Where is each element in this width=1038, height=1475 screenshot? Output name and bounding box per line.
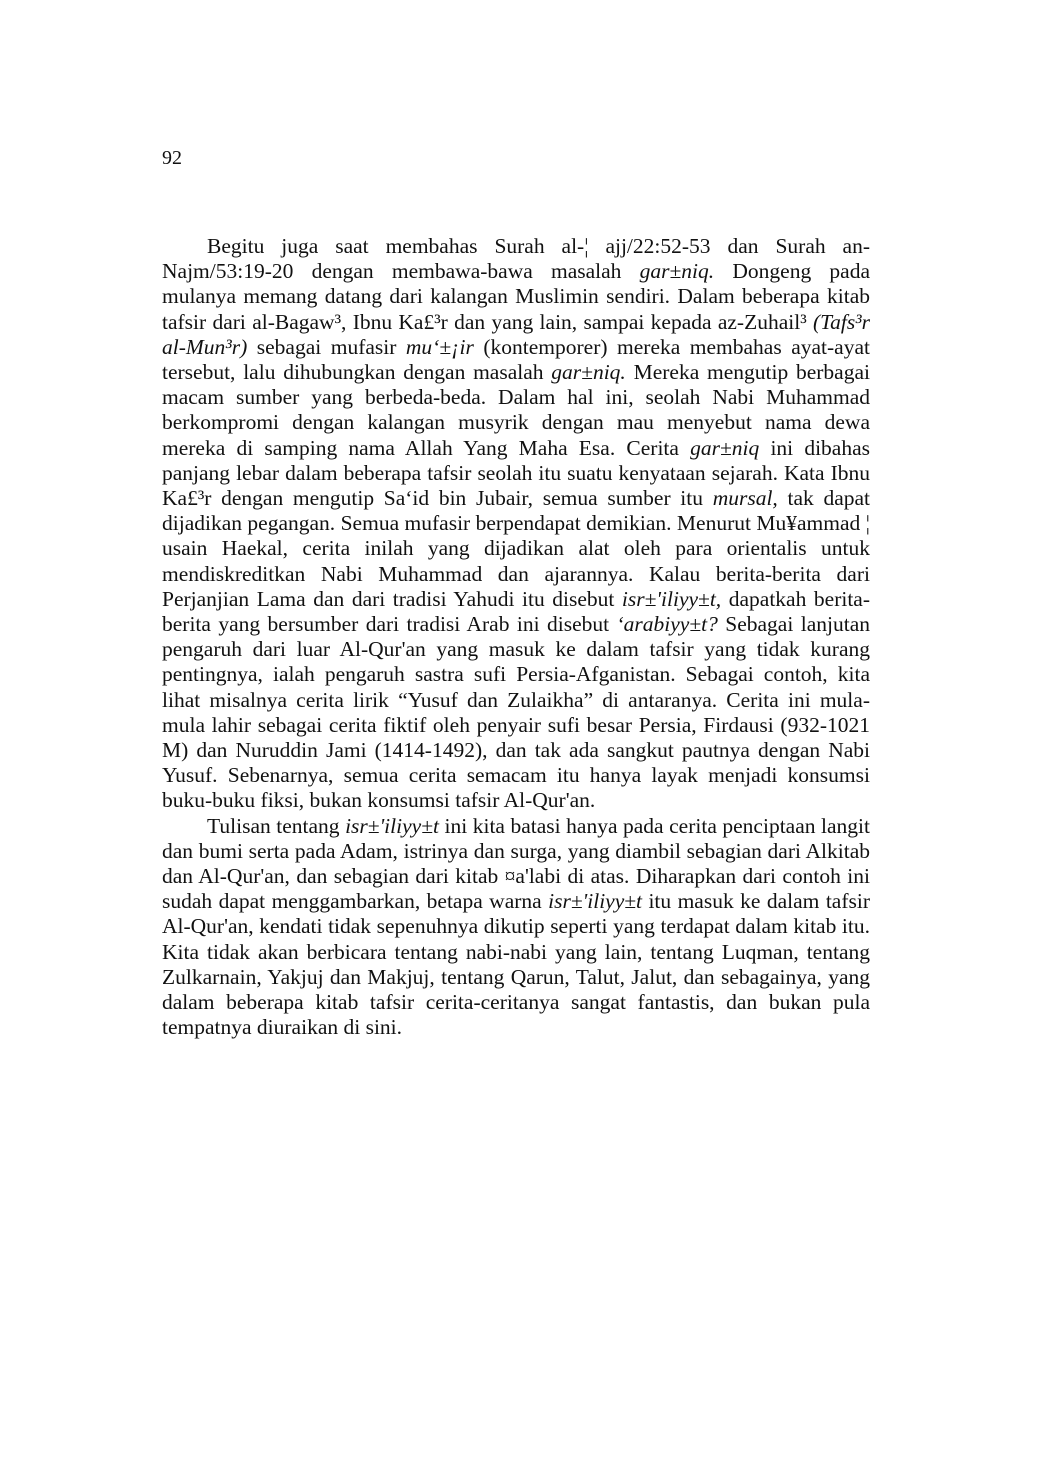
text-span: (kontemporer) mereka membahas ayat-ayat tersebut, lalu dihubungkan dengan masalah [162,334,870,385]
text-span: dapatkah berita-berita yang bersumber dari tradisi Arab ini disebut [162,586,871,637]
text-span: Tulisan tentang [207,813,346,838]
italic-term: isr±'iliyy±t [345,813,439,838]
italic-term: gar±niq [690,435,760,460]
italic-term: isr±'iliyy±t, [621,586,722,611]
text-span: Dongeng pada mulanya memang datang dari kalangan Muslimin sendiri. Dalam beberapa kitab tafsir dari al-Bagaw³, Ibnu Ka£³r dan yang lain, sampai kepada az-Zuhail³ [162,259,870,334]
italic-term: mu‘±¡ir [405,334,474,359]
body-text [162,234,870,1041]
italic-term: isr±'iliyy±t [548,889,643,914]
italic-term: (Tafs³r al-Mun³r) [162,309,870,359]
paragraph [162,234,870,814]
text-span: itu masuk ke dalam tafsir Al-Qur'an, kendati tidak sepenuhnya dikutip seperti yang terdapat dalam kitab itu. Kita tidak akan berbicara tentang nabi-nabi yang lain, tentang Luqman, tentang Zulkarnain, Yakjuj dan Makjuj, tentang Qarun, Talut, Jalut, dan sebagainya, yang dalam beberapa kitab tafsir cerita-ceritanya sangat fantastis, dan bukan pula tempatnya diuraikan di sini. [162,889,870,1040]
italic-term: gar±niq. [639,259,715,284]
paragraph [162,814,870,1041]
text-span: tak dapat dijadikan pegangan. Semua mufasir berpendapat demikian. Menurut Mu¥ammad ¦ usain Haekal, cerita inilah yang dijadikan alat oleh para orientalis untuk mendiskreditkan Nabi Muhammad dan ajarannya. Kalau berita-berita dari Perjanjian Lama dan dari tradisi Yahudi itu disebut [162,486,871,611]
page-number: 92 [162,147,182,169]
text-span: Mereka mengutip berbagai macam sumber yang berbeda-beda. Dalam hal ini, seolah Nabi Muhammad berkompromi dengan kalangan musyrik dengan mau menyebut nama dewa mereka di samping nama Allah Yang Maha Esa. Cerita [162,360,870,460]
text-span: ini kita batasi hanya pada cerita penciptaan langit dan bumi serta pada Adam, istrinya dan surga, yang diambil sebagian dari Alkitab dan Al-Qur'an, dan sebagian dari kitab ¤a'labi di atas. Diharapkan dari contoh ini sudah dapat menggambarkan, betapa warna [162,813,870,914]
italic-term: ‘arabiyy±t? [616,612,718,637]
text-span: ini dibahas panjang lebar dalam beberapa tafsir seolah itu suatu kenyataan sejarah. Kata Ibnu Ka£³r dengan mengutip Sa‘id bin Jubair, semua sumber itu [162,435,870,511]
italic-term: gar±niq. [551,360,626,385]
text-span: Begitu juga saat membahas Surah al-¦ ajj/22:52-53 dan Surah an-Najm/53:19-20 dengan membawa-bawa masalah [162,234,870,284]
text-span: sebagai mufasir [247,334,406,359]
text-span: Sebagai lanjutan pengaruh dari luar Al-Qur'an yang masuk ke dalam tafsir yang tidak kurang pentingnya, ialah pengaruh sastra sufi Persia-Afganistan. Sebagai contoh, kita lihat misalnya cerita lirik “Yusuf dan Zulaikha” di antaranya. Cerita ini mula-mula lahir sebagai cerita fiktif oleh penyair sufi besar Persia, Firdausi (932-1021 M) dan Nuruddin Jami (1414-1492), dan tak ada sangkut pautnya dengan Nabi Yusuf. Sebenarnya, semua cerita semacam itu hanya layak menjadi konsumsi buku-buku fiksi, bukan konsumsi tafsir Al-Qur'an. [162,612,870,813]
italic-term: mursal, [712,486,778,511]
